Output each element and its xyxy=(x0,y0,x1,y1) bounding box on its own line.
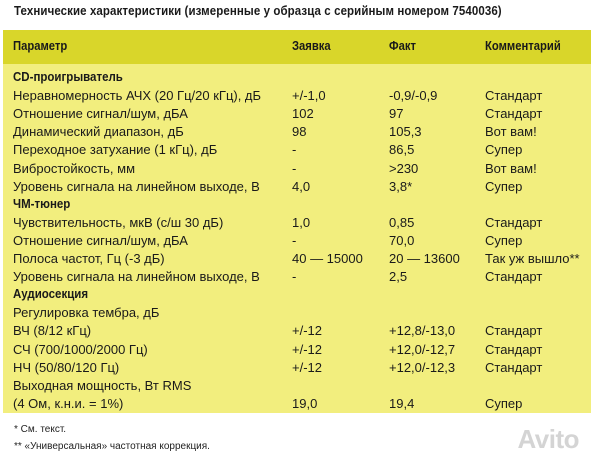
header-fact: Факт xyxy=(389,39,416,53)
table-row xyxy=(3,105,591,123)
cell-fact: 2,5 xyxy=(389,269,408,285)
table-row xyxy=(3,268,591,286)
cell-claim: 102 xyxy=(292,106,314,122)
table-row xyxy=(3,304,591,322)
cell-param: Выходная мощность, Вт RMS xyxy=(13,377,192,393)
cell-fact: 86,5 xyxy=(389,142,415,158)
cell-param: Неравномерность АЧХ (20 Гц/20 кГц), дБ xyxy=(13,88,262,104)
table-row xyxy=(3,160,591,178)
cell-param: CD-проигрыватель xyxy=(13,70,123,84)
table-header xyxy=(3,30,591,64)
cell-comment: Вот вам! xyxy=(485,124,537,140)
cell-claim: - xyxy=(292,269,297,285)
cell-claim: - xyxy=(292,232,297,248)
header-claim: Заявка xyxy=(292,39,331,53)
cell-param: СЧ (700/1000/2000 Гц) xyxy=(13,341,148,357)
header-comment: Комментарий xyxy=(485,39,561,53)
table-row xyxy=(3,178,591,196)
cell-claim: 40 — 15000 xyxy=(292,251,363,266)
table-row xyxy=(3,214,591,232)
cell-claim: 1,0 xyxy=(292,214,311,230)
table-row xyxy=(3,341,591,359)
section-header xyxy=(3,69,591,87)
cell-comment: Супер xyxy=(485,395,523,411)
cell-comment: Супер xyxy=(485,178,523,194)
cell-fact: 105,3 xyxy=(389,124,422,140)
cell-claim: +/-12 xyxy=(292,341,322,357)
cell-param: Регулировка тембра, дБ xyxy=(13,305,160,321)
cell-claim: - xyxy=(292,142,297,158)
cell-claim: +/-12 xyxy=(292,323,322,339)
table-row xyxy=(3,395,591,413)
cell-fact: +12,0/-12,3 xyxy=(389,359,456,375)
cell-param: Динамический диапазон, дБ xyxy=(13,124,184,140)
cell-comment: Стандарт xyxy=(485,214,543,230)
cell-param: Чувствительность, мкВ (с/ш 30 дБ) xyxy=(13,214,224,230)
cell-comment: Так уж вышло** xyxy=(485,251,580,266)
table-row xyxy=(3,359,591,377)
cell-claim: +/-12 xyxy=(292,359,322,375)
cell-comment: Вот вам! xyxy=(485,160,537,176)
cell-param: (4 Ом, к.н.и. = 1%) xyxy=(13,395,124,411)
cell-fact: 3,8* xyxy=(389,178,413,194)
table-row xyxy=(3,123,591,141)
cell-param: ВЧ (8/12 кГц) xyxy=(13,323,92,339)
cell-comment: Стандарт xyxy=(485,269,543,285)
cell-claim: 4,0 xyxy=(292,178,311,194)
cell-claim: 19,0 xyxy=(292,395,318,411)
cell-fact: 0,85 xyxy=(389,214,415,230)
table-row xyxy=(3,250,591,268)
cell-fact: 20 — 13600 xyxy=(389,251,460,266)
cell-param: Отношение сигнал/шум, дБА xyxy=(13,232,188,248)
table-row xyxy=(3,377,591,395)
cell-param: Полоса частот, Гц (-3 дБ) xyxy=(13,251,165,266)
cell-comment: Стандарт xyxy=(485,106,543,122)
cell-fact: -0,9/-0,9 xyxy=(389,88,438,104)
table-row xyxy=(3,141,591,159)
cell-fact: +12,8/-13,0 xyxy=(389,323,456,339)
cell-comment: Стандарт xyxy=(485,88,543,104)
cell-fact: 70,0 xyxy=(389,232,415,248)
specs-table xyxy=(3,30,591,413)
cell-param: Вибростойкость, мм xyxy=(13,160,136,176)
table-title: Технические характеристики (измеренные у образца с серийным номером 7540036) xyxy=(14,4,502,18)
cell-comment: Стандарт xyxy=(485,323,543,339)
watermark-logo: Avito xyxy=(517,424,579,454)
cell-param: ЧМ-тюнер xyxy=(13,196,71,211)
header-param: Параметр xyxy=(13,39,68,53)
cell-comment: Стандарт xyxy=(485,359,543,375)
table-row xyxy=(3,87,591,105)
cell-param: Аудиосекция xyxy=(13,287,89,302)
cell-comment: Супер xyxy=(485,232,523,248)
cell-claim: 98 xyxy=(292,124,307,140)
cell-param: Переходное затухание (1 кГц), дБ xyxy=(13,142,218,158)
section-header xyxy=(3,196,591,214)
section-header xyxy=(3,286,591,304)
cell-param: Уровень сигнала на линейном выходе, В xyxy=(13,178,260,194)
cell-param: Отношение сигнал/шум, дБА xyxy=(13,106,188,122)
cell-fact: +12,0/-12,7 xyxy=(389,341,456,357)
footnote-1: * См. текст. xyxy=(14,424,67,435)
cell-comment: Супер xyxy=(485,142,523,158)
cell-fact: 19,4 xyxy=(389,395,415,411)
footnote-2: ** «Универсальная» частотная коррекция. xyxy=(14,441,210,452)
table-row xyxy=(3,232,591,250)
cell-claim: +/-1,0 xyxy=(292,88,326,104)
cell-fact: >230 xyxy=(389,160,419,176)
cell-param: Уровень сигнала на линейном выходе, В xyxy=(13,269,260,285)
cell-fact: 97 xyxy=(389,106,404,122)
cell-claim: - xyxy=(292,160,297,176)
table-row xyxy=(3,322,591,340)
cell-param: НЧ (50/80/120 Гц) xyxy=(13,359,120,375)
cell-comment: Стандарт xyxy=(485,341,543,357)
